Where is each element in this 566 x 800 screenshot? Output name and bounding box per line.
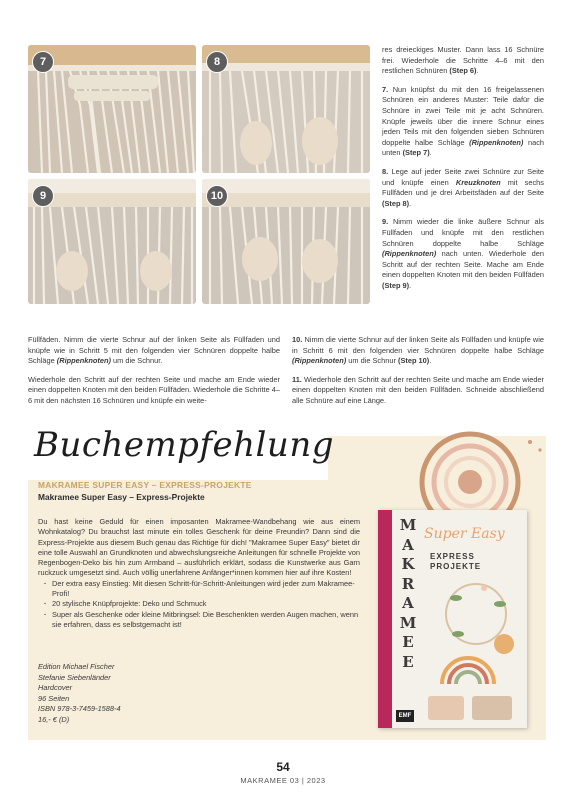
book-description-text: Du hast keine Geduld für einen imposanten Makramee-Wandbehang wie aus einem Wohnkatalog? Du brauchst last minute ein tolles Geschenk für deine Freundin? Dann sind die Express-Projekte aus diesem Buch genau das Richtige für dich! "Makramee Super Easy" bietet dir eine tolle Auswahl an Grundknoten und abwechslungsreiche Anleitungen für schnelle Projekte von Regenbogen-Deko bis hin zum Armband – ausführlich erklärt, sodass die Kunstwerke aus Garn ruckzuck umgesetzt sind. Auch völlig unerfahrene Anfänger*innen kommen hier auf ihre Kosten! (38, 517, 360, 578)
author: Stefanie Siebenländer (38, 672, 111, 682)
step-7-photo (28, 45, 196, 173)
step-badge: 7 (32, 51, 54, 73)
publisher: Edition Michael Fischer (38, 662, 115, 671)
cover-express-projekte: EXPRESS PROJEKTE (430, 552, 482, 571)
step-badge: 10 (206, 185, 228, 207)
step-10-photo (202, 179, 370, 304)
step-badge: 8 (206, 51, 228, 73)
book-subtitle: Makramee Super Easy – Express-Projekte (38, 492, 205, 502)
list-item: · Der extra easy Einstieg: Mit diesen Schritt-für-Schritt-Anleitungen wird jeder zum Makramee-Profi! (46, 579, 360, 600)
instructions-left-column (28, 335, 280, 415)
step-8-paragraph: 8. Lege auf jeder Seite zwei Schnüre zur Seite und knüpfe einen Kreuzknoten mit sechs Füllfäden und je drei Arbeitsfäden auf der Seite (Step 8). (382, 166, 544, 208)
list-item: · Super als Geschenke oder kleine Mitbringsel: Die Beschenkten werden Augen machen, wenn sie erfahren, dass es selbstgemacht ist! (46, 610, 360, 631)
book-title: MAKRAMEE SUPER EASY – EXPRESS-PROJEKTE (38, 480, 252, 490)
cover-title: M A K R A M E E (399, 516, 417, 671)
book-description (38, 517, 360, 630)
book-cover (378, 510, 527, 728)
instructions-side-column (382, 45, 544, 299)
section-title: Buchempfehlung (34, 425, 334, 465)
binding: Hardcover (38, 683, 73, 693)
paragraph: Füllfäden. Nimm die vierte Schnur auf der linken Seite als Füllfaden und knüpfe wie in Schritt 5 mit den folgenden vier Schnüren doppelte halbe Schläge (Rippenknoten) um die Schnur. (28, 335, 280, 366)
step-9-paragraph: 9. Nimm wieder die linke äußere Schnur als Füllfaden und knüpfe mit den restlichen Schnüren doppelte halbe Schläge (Rippenknoten) nach unten. Wiederhole den Schritt auf der rechten Seite. Mache am Ende einen doppelten Knoten mit den beiden Füllfäden (Step 9). (382, 217, 544, 290)
publisher-logo: EMF (396, 710, 414, 722)
step-badge: 9 (32, 185, 54, 207)
isbn: ISBN 978-3-7459-1588-4 (38, 704, 121, 714)
step-10-paragraph: 10. Nimm die vierte Schnur auf der linken Seite als Füllfaden und knüpfe wie in Schritt 6 mit den folgenden vier Schnüren doppelte halbe Schläge (Rippenknoten) um die Schnur (Step 10). (292, 335, 545, 366)
magazine-issue: MAKRAMEE 03 | 2023 (240, 776, 326, 785)
book-features-list (38, 579, 360, 630)
instructions-right-column (292, 335, 544, 415)
step-9-photo (28, 179, 196, 304)
price: 16,- € (D) (38, 714, 70, 724)
step-8-photo (202, 45, 370, 173)
page-number: 54 (276, 760, 290, 774)
book-spine (378, 510, 392, 728)
step-7-paragraph: 7. Nun knüpfst du mit den 16 freigelassenen Schnüren ein anderes Muster: Teile dafür die Schnüre in zwei Teile mit je acht Schnüren. Knüpfe jeweils über die innere Schnur eines jeden Teils mit den folgenden sieben Schnüren doppelte halbe Schläge (Rippenknoten) nach unten (Step 7). (382, 84, 545, 158)
page-count: 96 Seiten (38, 693, 70, 703)
paragraph: res dreieckiges Muster. Dann lass 16 Schnüre frei. Wiederhole die Schritte 4–6 mit den restlichen Schnüren (Step 6). (382, 45, 544, 76)
paragraph: Wiederhole den Schritt auf der rechten Seite und mache am Ende wieder einen doppelten Knoten mit den beiden Füllfäden. Wiederhole die Schritte 4–6 mit den nächsten 16 Schnüren und knüpfe ein weite- (28, 374, 280, 405)
step-11-paragraph: 11. Wiederhole den Schritt auf der rechten Seite und mache am Ende wieder einen doppelten Knoten mit den beiden Füllfäden. Schneide abschließend alle Schnüre auf eine Länge. (292, 374, 544, 405)
list-item: · 20 stylische Knüpfprojekte: Deko und Schmuck (46, 599, 360, 609)
cover-super-easy: Super Easy (424, 526, 505, 542)
book-details (38, 662, 121, 726)
cover-macrame-illustration (422, 574, 522, 724)
